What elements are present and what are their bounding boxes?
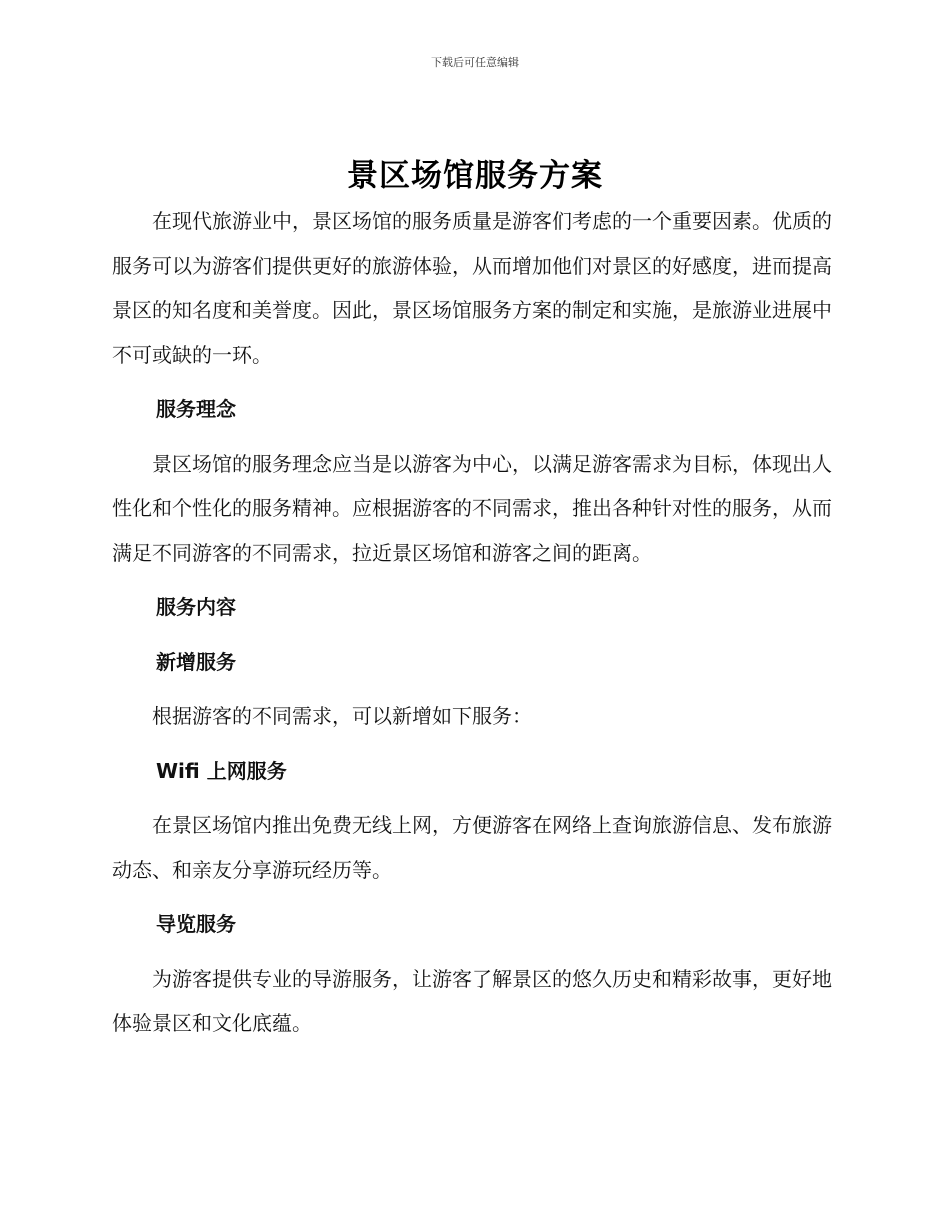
page-title: 景区场馆服务方案	[347, 158, 603, 194]
spacer	[112, 739, 832, 749]
spacer	[112, 432, 832, 442]
guide-paragraph: 为游客提供专业的导游服务，让游客了解景区的悠久历史和精彩故事，更好地体验景区和文化底蕴。	[112, 966, 832, 1035]
document-body	[112, 199, 832, 1046]
spacer	[112, 892, 832, 902]
intro-paragraph: 在现代旅游业中，景区场馆的服务质量是游客们考虑的一个重要因素。优质的服务可以为游客们提供更好的旅游体验，从而增加他们对景区的好感度，进而提高景区的知名度和美誉度。因此，景区场馆服务方案的制定和实施，是旅游业进展中不可或缺的一环。	[112, 209, 832, 367]
section-heading-wifi: Wifi 上网服务	[156, 758, 287, 783]
spacer	[112, 377, 832, 387]
spacer	[112, 630, 832, 640]
spacer	[112, 575, 832, 585]
concept-paragraph: 景区场馆的服务理念应当是以游客为中心，以满足游客需求为目标，体现出人性化和个性化的服务精神。应根据游客的不同需求，推出各种针对性的服务，从而满足不同游客的不同需求，拉近景区场馆和游客之间的距离。	[112, 451, 832, 565]
wifi-paragraph: 在景区场馆内推出免费无线上网，方便游客在网络上查询旅游信息、发布旅游动态、和亲友分享游玩经历等。	[112, 813, 832, 882]
section-heading-new-services: 新增服务	[156, 649, 236, 674]
section-heading-concept: 服务理念	[156, 397, 236, 421]
section-heading-content: 服务内容	[156, 595, 236, 619]
new-services-paragraph: 根据游客的不同需求，可以新增如下服务：	[152, 704, 532, 728]
spacer	[112, 793, 832, 803]
section-heading-guide: 导览服务	[156, 912, 236, 936]
spacer	[112, 947, 832, 957]
spacer	[112, 684, 832, 694]
header-note: 下载后可任意编辑	[431, 56, 519, 69]
